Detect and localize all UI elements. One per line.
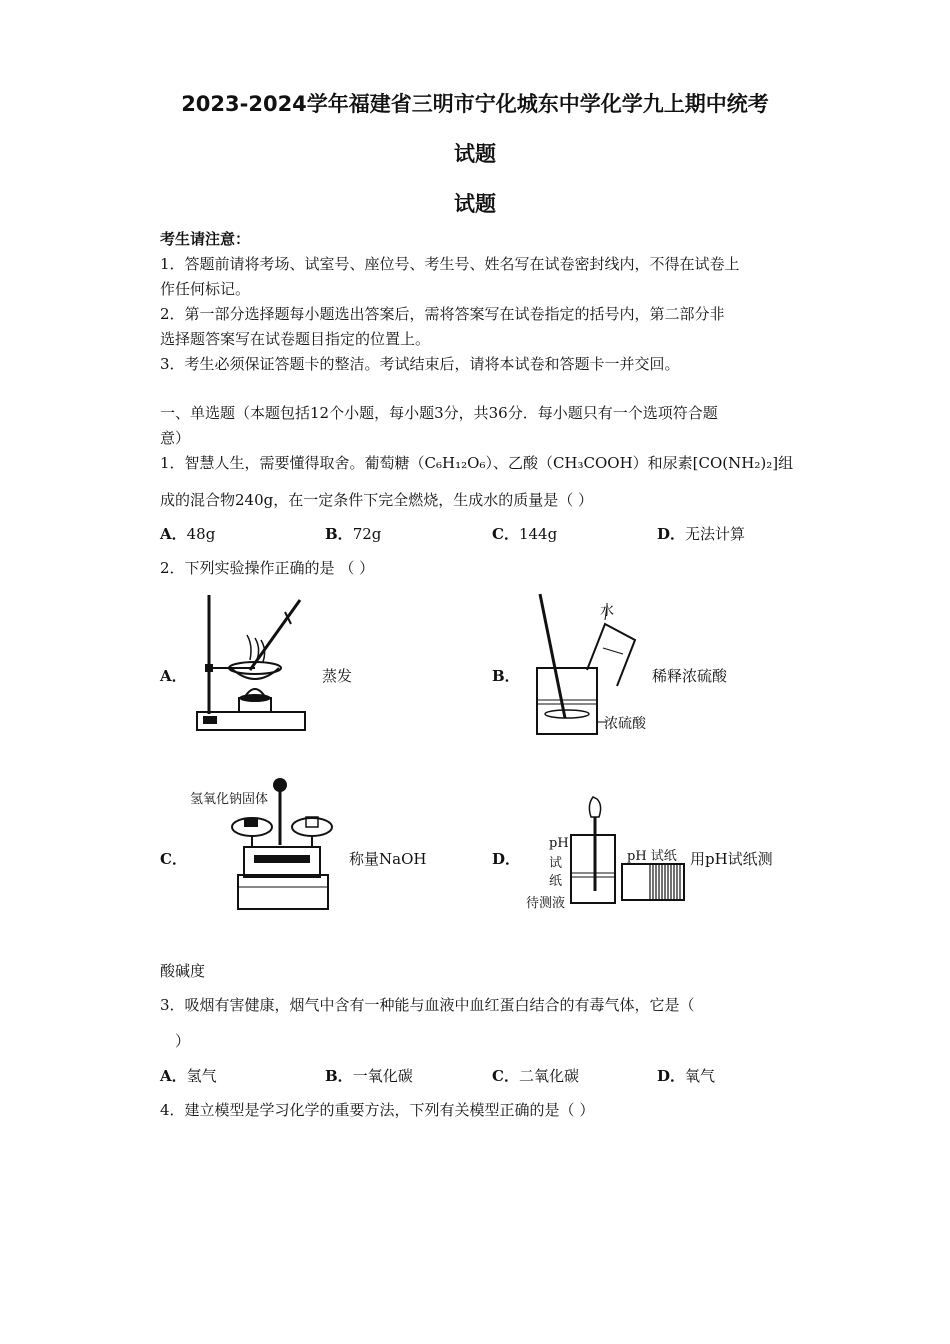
evaporation-figure [195,590,310,735]
notice-item: 选择题答案写在试卷题目指定的位置上。 [160,330,431,348]
q2-option-c-caption: 称量NaOH [349,850,427,868]
ph-color-chart [620,862,686,902]
q2-option-d-caption-cont: 酸碱度 [160,962,206,980]
q1-option-d: D．无法计算 [657,525,746,543]
ph-paper-label: 纸 [549,874,563,889]
q3-option-b: B．一氧化碳 [325,1067,413,1085]
q3-option-a: A．氢气 [160,1067,217,1085]
ph-beaker-figure [565,795,620,915]
q2-option-c-label: C． [160,850,187,868]
q1-stem-cont: 成的混合物240g，在一定条件下完全燃烧，生成水的质量是（ ） [160,491,594,509]
acid-label: 浓硫酸 [604,716,646,732]
q2-option-d-label: D． [492,850,521,868]
q3-option-d: D．氧气 [657,1067,716,1085]
q1-option-b: B．72g [325,525,382,543]
notice-item: 1．答题前请将考场、试室号、座位号、考生号、姓名写在试卷密封线内，不得在试卷上 [160,255,740,273]
liquid-label: 待测液 [526,896,566,911]
balance-figure [230,775,340,915]
q1-option-a: A．48g [160,525,216,543]
water-label: 水 [600,603,614,619]
ph-test-label: 试 [549,856,563,871]
q1-option-c: C．144g [492,525,558,543]
q3-option-c: C．二氧化碳 [492,1067,579,1085]
q3-stem-cont: ） [175,1032,191,1050]
q3-stem: 3．吸烟有害健康，烟气中含有一种能与血液中血红蛋白结合的有毒气体，它是（ [160,996,695,1014]
page-title: 2023-2024学年福建省三明市宁化城东中学化学九上期中统考 [181,92,769,116]
solid-label: 氢氧化钠固体 [190,792,269,807]
q4-stem: 4．建立模型是学习化学的重要方法，下列有关模型正确的是（ ） [160,1101,595,1119]
notice-item: 2．第一部分选择题每小题选出答案后，需将答案写在试卷指定的括号内，第二部分非 [160,305,725,323]
q2-option-b-label: B． [492,667,520,685]
q2-stem: 2．下列实验操作正确的是 （ ） [160,559,375,577]
q2-option-b-caption: 稀释浓硫酸 [652,667,728,685]
notice-item: 3．考生必须保证答题卡的整洁。考试结束后，请将本试卷和答题卡一并交回。 [160,355,680,373]
page-title-line2: 试题 [454,142,496,166]
notice-heading: 考生请注意： [160,230,251,248]
q2-option-a-caption: 蒸发 [322,667,353,685]
section-heading: 一、单选题（本题包括12个小题，每小题3分，共36分．每小题只有一个选项符合题 [160,404,718,422]
notice-item: 作任何标记。 [160,280,251,298]
section-heading-cont: 意） [160,429,191,447]
page-subtitle: 试题 [454,192,496,216]
q1-stem: 1．智慧人生，需要懂得取舍。葡萄糖（C₆H₁₂O₆）、乙酸（CH₃COOH）和尿素[CO(NH₂)₂]组 [160,454,794,472]
ph-label: pH [549,836,569,851]
q2-option-a-label: A． [160,667,187,685]
ph-strip-label: pH 试纸 [627,849,677,864]
q2-option-d-caption: 用pH试纸测 [690,850,773,868]
